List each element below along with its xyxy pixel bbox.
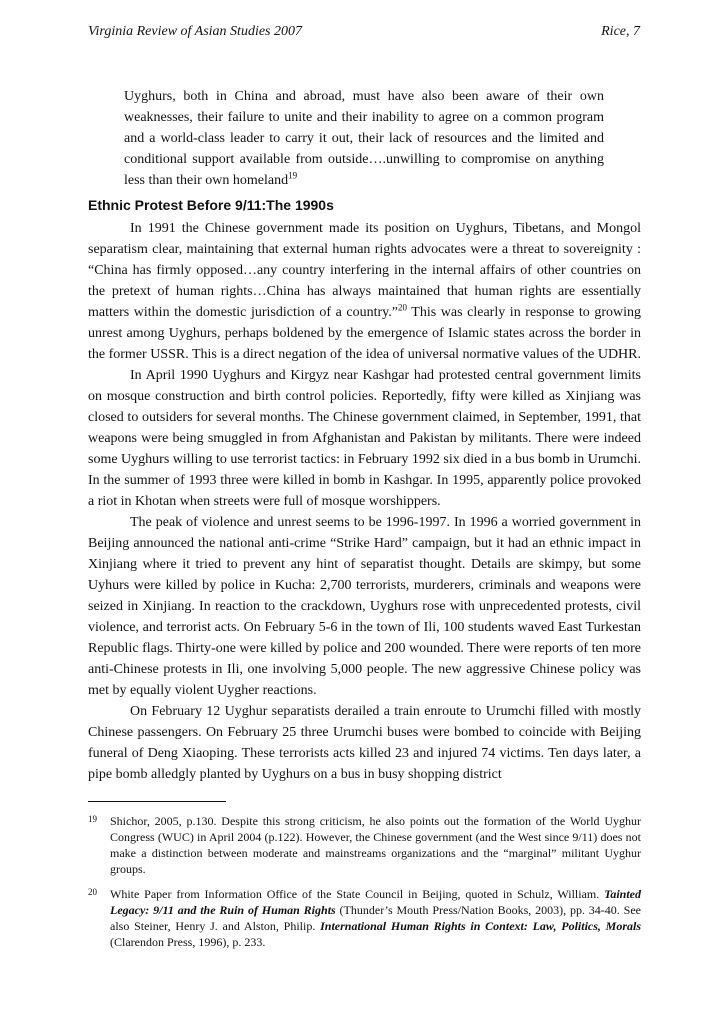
footnote-text: (Clarendon Press, 1996), p. 233. <box>110 935 266 949</box>
paragraph-text: This was clearly in response to growing unrest among Uyghurs, perhaps boldened by the emergence of Islamic states across the border in the former USSR. This is a direct negation of the idea of universal normative values of the UDHR. <box>88 305 641 362</box>
paragraph-text: In 1991 the Chinese government made its position on Uyghurs, Tibetans, and Mongol separatism clear, maintaining that external human rights advocates were a threat to sovereignity : “China has firmly opposed…any country interfering in the internal affairs of other countries on the pretext of human rights…China has always maintained that human rights are essentially matters within the domestic jurisdiction of a country.” <box>88 221 641 320</box>
paragraph <box>88 218 641 365</box>
footnote-number: 19 <box>88 814 97 824</box>
footnote-ref-19[interactable]: 19 <box>288 170 298 181</box>
footnote-ref-20[interactable]: 20 <box>397 302 407 313</box>
book-title: International Human Rights in Context: Law, Politics, Morals <box>320 919 642 933</box>
author-page-number: Rice, 7 <box>601 24 640 39</box>
book-title: Tainted Legacy: 9/11 and the Ruin of Human Rights <box>110 887 641 917</box>
paragraph: The peak of violence and unrest seems to be 1996-1997. In 1996 a worried government in Beijing announced the national anti-crime “Strike Hard” campaign, but it had an ethnic impact in Xinjiang where it tried to prevent any hint of separatist thought. Details are skimpy, but some Uyhurs were killed by police in Kucha: 2,700 terrorists, murderers, criminals and weapons were seized in Xinjiang. In reaction to the crackdown, Uyghurs rose with unprecedented protests, civil violence, and terrorist acts. On February 5-6 in the town of Ili, 100 students waved East Turkestan Republic flags. Thirty-one were killed by police and 200 wounded. There were reports of ten more anti-Chinese protests in Ili, one involving 5,000 people. The new aggressive Chinese policy was met by equally violent Uygher reactions. <box>88 515 641 698</box>
footnote-separator <box>88 801 226 802</box>
paragraph: On February 12 Uyghur separatists derailed a train enroute to Urumchi filled with mostly Chinese passengers. On February 25 three Urumchi buses were bombed to coincide with Beijing funeral of Deng Xiaoping. These terrorists acts killed 23 and injured 74 victims. Ten days later, a pipe bomb alledgly planted by Uyghurs on a bus in busy shopping district <box>88 704 641 782</box>
footnote-text: (Thunder’s Mouth Press/Nation Books, 2003), pp. 34-40. See also Steiner, Henry J. and Alston, Philip. <box>110 903 641 933</box>
footnotes <box>88 813 641 959</box>
section-heading: Ethnic Protest Before 9/11:The 1990s <box>88 197 334 213</box>
journal-title: Virginia Review of Asian Studies 2007 <box>88 24 302 39</box>
footnote-text: White Paper from Information Office of the State Council in Beijing, quoted in Schulz, William. <box>110 887 605 901</box>
body-text <box>88 218 641 785</box>
paragraph: In April 1990 Uyghurs and Kirgyz near Kashgar had protested central government limits on mosque construction and birth control policies. Reportedly, fifty were killed as Xinjiang was closed to outsiders for several months. The Chinese government claimed, in September, 1991, that weapons were being smuggled in from Afghanistan and Pakistan by militants. There were indeed some Uyghurs willing to use terrorist tactics: in February 1992 six died in a bus bomb in Urumchi. In the summer of 1993 three were killed in bomb in Kashgar. In 1995, apparently police provoked a riot in Khotan when streets were full of mosque worshippers. <box>88 368 641 509</box>
footnote-number: 20 <box>88 887 97 897</box>
footnote-20 <box>88 886 641 950</box>
footnote-19 <box>88 813 641 877</box>
block-quote <box>124 86 604 191</box>
running-head <box>88 24 640 40</box>
block-quote-text: Uyghurs, both in China and abroad, must have also been aware of their own weaknesses, their failure to unite and their inability to agree on a common program and a world-class leader to carry it out, their lack of resources and the limited and conditional support available from outside….unwilling to compromise on anything less than their own homeland <box>124 89 604 188</box>
footnote-text: Shichor, 2005, p.130. Despite this strong criticism, he also points out the formation of the World Uyghur Congress (WUC) in April 2004 (p.122). However, the Chinese government (and the West since 9/11) does not make a distinction between moderate and mainstreams organizations and the “marginal” militant Uyghur groups. <box>110 814 641 876</box>
